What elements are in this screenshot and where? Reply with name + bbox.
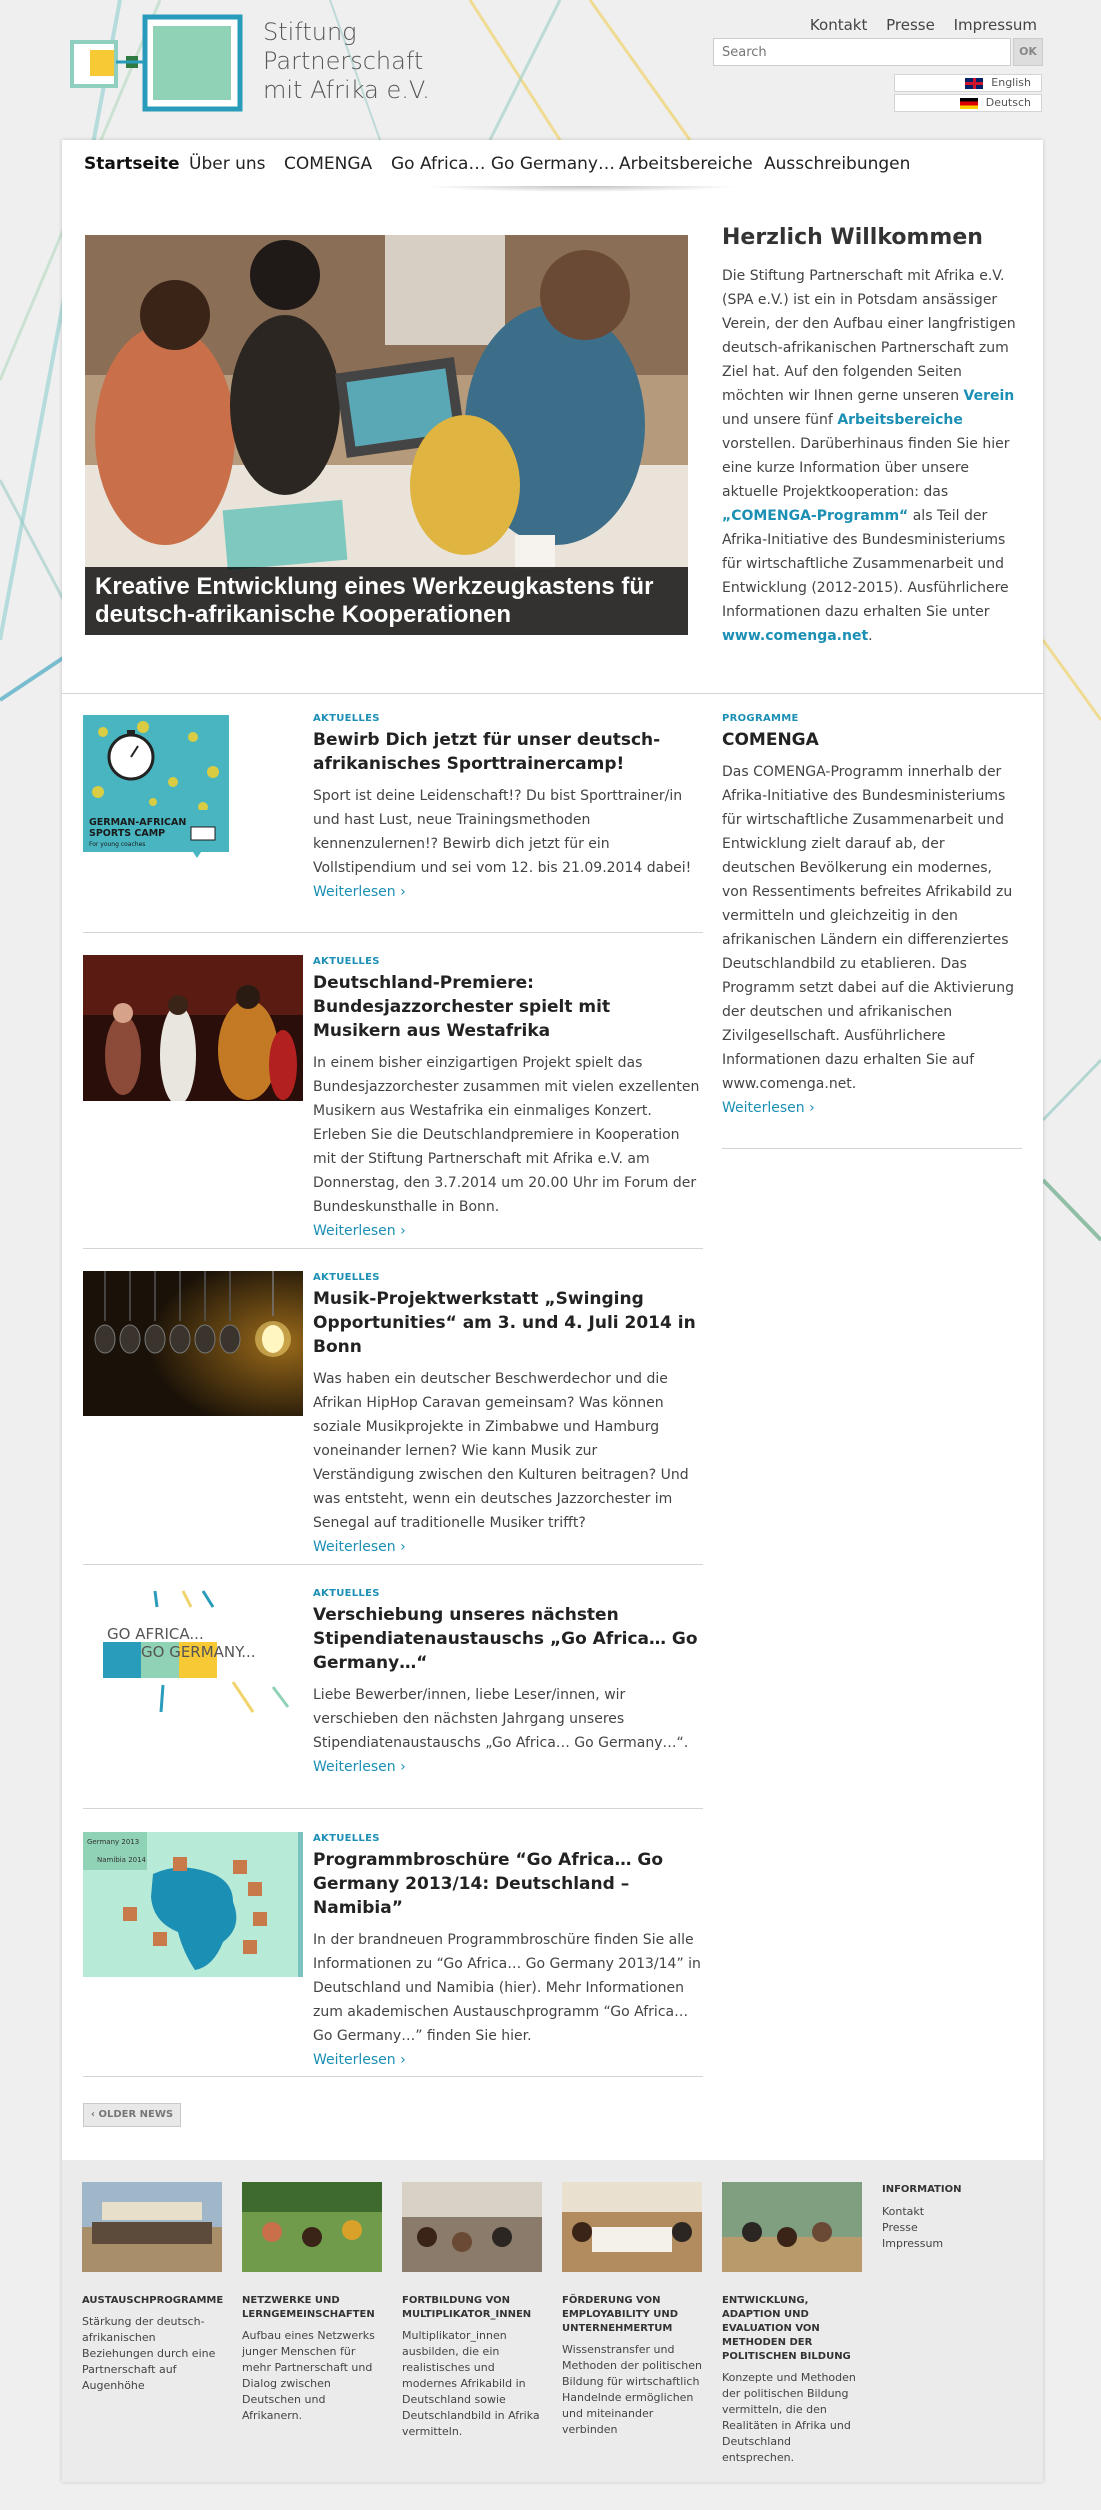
news-text: In einem bisher einzigartigen Projekt spielt das Bundesjazzorchester zusammen mit vielen exzellenten Musikern aus Westafrika ein einmaliges Konzert. Erleben Sie die Deutschlandpremiere in Kooperation mit der Stiftung Partnerschaft mit Afrika e.V. am Donnerstag, den 3.7.2014 um 20.00 Uhr im Forum der Bundeskunsthalle in Bonn. xyxy=(313,1055,700,1215)
search-ok-button[interactable]: OK xyxy=(1013,38,1043,66)
news-divider xyxy=(83,1564,703,1565)
welcome-text-3: vorstellen. Darüberhinaus finden Sie hier eine kurze Information über unsere aktuelle Projektkooperation: das xyxy=(722,436,1010,500)
news-body xyxy=(313,712,703,904)
news-item xyxy=(83,1832,703,2092)
footer-col-text: Aufbau eines Netzwerks junger Menschen für mehr Partnerschaft und Dialog zwischen Deutschen und Afrikanern. xyxy=(242,2329,375,2422)
news-text: Was haben ein deutscher Beschwerdechor und die Afrikan HipHop Caravan gemeinsam? Was können soziale Musikprojekte in Zimbabwe und Hamburg voneinander lernen? Wie kann Musik zur Verständigung zwischen den Kulturen beitragen? Und was entsteht, wenn ein deutsches Jazzorchester im Senegal auf traditionelle Musiker trifft? xyxy=(313,1371,689,1531)
news-item xyxy=(83,1271,703,1555)
nav-ausschreibungen[interactable]: Ausschreibungen xyxy=(764,154,911,174)
footer-col-methoden[interactable] xyxy=(722,2182,862,2466)
thumb-text-namibia-2014: Namibia 2014 xyxy=(97,1856,147,1864)
welcome-text-2: und unsere fünf xyxy=(722,412,833,428)
news-divider xyxy=(83,1248,703,1249)
news-divider xyxy=(83,2076,703,2077)
news-item xyxy=(83,1587,703,1787)
footer-photo xyxy=(402,2182,542,2272)
language-english[interactable] xyxy=(894,74,1042,92)
thumb-text-go-germany: GO GERMANY... xyxy=(141,1643,256,1661)
sidebar-programme xyxy=(722,712,1022,1120)
read-more-link[interactable]: Weiterlesen › xyxy=(313,1759,406,1775)
nav-go-africa[interactable]: Go Africa… Go Germany… xyxy=(391,154,615,174)
older-news-button[interactable]: ‹ OLDER NEWS xyxy=(83,2103,181,2127)
news-body xyxy=(313,1587,703,1779)
footer-link-impressum[interactable]: Impressum xyxy=(882,2237,944,2250)
news-divider xyxy=(83,932,703,933)
welcome-text-4: als Teil der Afrika-Initiative des Bundesministeriums für wirtschaftliche Zusammenarbeit und Entwicklung (2012-2015). Ausführlichere Informationen dazu erhalten Sie unter xyxy=(722,508,1009,620)
top-link-impressum[interactable]: Impressum xyxy=(953,16,1037,34)
thumb-text-3: For young coaches xyxy=(89,841,146,848)
news-text: Sport ist deine Leidenschaft!? Du bist Sporttrainer/in und hast Lust, neue Trainingsmethoden kennenzulernen!? Bewirb dich jetzt für ein Vollstipendium und sei vom 12. bis 21.09.2014 dabei! xyxy=(313,788,692,876)
read-more-link[interactable]: Weiterlesen › xyxy=(313,1539,406,1555)
footer-info-title: INFORMATION xyxy=(882,2184,962,2195)
logo-icon[interactable] xyxy=(70,14,260,114)
news-title[interactable]: Musik-Projektwerkstatt „Swinging Opportunities“ am 3. und 4. Juli 2014 in Bonn xyxy=(313,1289,696,1357)
footer xyxy=(62,2160,1043,2482)
welcome-text-5: . xyxy=(868,628,873,644)
footer-col-text: Wissenstransfer und Methoden der politischen Bildung für wirtschaftlich Handelnde ermöglichen und miteinander verbinden xyxy=(562,2343,702,2436)
welcome-box xyxy=(722,225,1022,648)
language-deutsch[interactable] xyxy=(894,94,1042,112)
news-body xyxy=(313,955,703,1243)
news-kicker: AKTUELLES xyxy=(313,1272,380,1283)
read-more-link[interactable]: Weiterlesen › xyxy=(313,1223,406,1239)
news-kicker: AKTUELLES xyxy=(313,713,380,724)
sidebar-read-more[interactable]: Weiterlesen › xyxy=(722,1100,815,1116)
top-link-presse[interactable]: Presse xyxy=(886,16,935,34)
top-link-kontakt[interactable]: Kontakt xyxy=(809,16,868,34)
news-item xyxy=(83,712,703,912)
news-kicker: AKTUELLES xyxy=(313,1833,380,1844)
read-more-link[interactable]: Weiterlesen › xyxy=(313,2052,406,2068)
link-verein[interactable]: Verein xyxy=(963,388,1015,404)
news-text: In der brandneuen Programmbroschüre finden Sie alle Informationen zu “Go Africa… Go Germany 2013/14” in Deutschland und Namibia (hier). Mehr Informationen zum akademischen Austauschprogramm “Go Africa… Go Germany…” finden Sie hier. xyxy=(313,1932,701,2044)
footer-col-title: NETZWERKE UND LERNGEMEINSCHAFTEN xyxy=(242,2295,375,2320)
welcome-text xyxy=(722,264,1022,648)
footer-col-title: AUSTAUSCHPROGRAMME xyxy=(82,2295,224,2306)
footer-photo xyxy=(722,2182,862,2272)
nav-arbeitsbereiche[interactable]: Arbeitsbereiche xyxy=(619,154,753,174)
section-divider xyxy=(62,693,1043,694)
sidebar-title[interactable]: COMENGA xyxy=(722,730,819,750)
sidebar-divider xyxy=(722,1148,1022,1149)
top-links xyxy=(796,16,1037,34)
news-kicker: AKTUELLES xyxy=(313,956,380,967)
footer-col-austausch[interactable] xyxy=(82,2182,222,2394)
footer-photo xyxy=(242,2182,382,2272)
hero-slider[interactable] xyxy=(85,235,688,635)
nav-startseite[interactable]: Startseite xyxy=(84,154,180,174)
footer-col-fortbildung[interactable] xyxy=(402,2182,542,2440)
main-nav xyxy=(62,140,1043,192)
brand-line-1: Stiftung xyxy=(263,18,357,46)
footer-information xyxy=(882,2182,961,2252)
uk-flag-icon xyxy=(965,78,983,89)
brand-line-3: mit Afrika e.V. xyxy=(263,76,430,104)
footer-link-presse[interactable]: Presse xyxy=(882,2221,918,2234)
thumb-text-germany-2013: Germany 2013 xyxy=(87,1838,140,1846)
news-title[interactable]: Programmbroschüre “Go Africa… Go Germany 2013/14: Deutschland – Namibia” xyxy=(313,1850,664,1918)
news-body xyxy=(313,1832,703,2072)
thumb-text-go-africa: GO AFRICA... xyxy=(107,1625,204,1643)
link-comenga-programm[interactable]: „COMENGA-Programm“ xyxy=(722,508,909,524)
footer-link-kontakt[interactable]: Kontakt xyxy=(882,2205,925,2218)
sidebar-kicker: PROGRAMME xyxy=(722,713,799,724)
footer-col-text: Multiplikator_innen ausbilden, die ein realistisches und modernes Afrikabild in Deutschland sowie Deutschlandbild in Afrika vermitteln. xyxy=(402,2329,540,2438)
thumb-text-2: SPORTS CAMP xyxy=(89,828,166,839)
hero-caption[interactable]: Kreative Entwicklung eines Werkzeugkastens für deutsch-afrikanische Kooperationen xyxy=(85,567,688,635)
search-form xyxy=(713,38,1043,66)
footer-col-employability[interactable] xyxy=(562,2182,702,2438)
news-divider xyxy=(83,1808,703,1809)
footer-col-title: FÖRDERUNG VON EMPLOYABILITY UND UNTERNEHMERTUM xyxy=(562,2295,679,2334)
welcome-text-1: Die Stiftung Partnerschaft mit Afrika e.V. (SPA e.V.) ist ein in Potsdam ansässiger Verein, der den Aufbau einer langfristigen deutsch-afrikanischen Partnerschaft zum Ziel hat. Auf den folgenden Seiten möchten wir Ihnen gerne unseren xyxy=(722,268,1016,404)
news-title[interactable]: Bewirb Dich jetzt für unser deutsch-afrikanisches Sporttrainercamp! xyxy=(313,730,661,774)
nav-shadow xyxy=(422,186,742,192)
footer-col-title: FORTBILDUNG VON MULTIPLIKATOR_INNEN xyxy=(402,2295,532,2320)
language-english-label: English xyxy=(991,76,1031,89)
sidebar-text: Das COMENGA-Programm innerhalb der Afrika-Initiative des Bundesministeriums für wirtschaftliche Zusammenarbeit und Entwicklung zielt darauf ab, der deutschen Bevölkerung ein modernes, von Ressentiments befreites Afrikabild zu vermitteln und gleichzeitig in den afrikanischen Ländern ein differenziertes Deutschlandbild zu etablieren. Das Programm setzt dabei auf die Aktivierung der deutschen und afrikanischen Zivilgesellschaft. Ausführlichere Informationen dazu erhalten Sie auf www.comenga.net. xyxy=(722,764,1015,1092)
news-kicker: AKTUELLES xyxy=(313,1588,380,1599)
nav-comenga[interactable]: COMENGA xyxy=(284,154,373,174)
news-thumb-bulbs[interactable] xyxy=(83,1271,303,1416)
news-thumb-go-africa[interactable] xyxy=(83,1587,303,1732)
nav-ueber-uns[interactable]: Über uns xyxy=(189,154,266,174)
link-comenga-net[interactable]: www.comenga.net xyxy=(722,628,869,644)
site-header xyxy=(0,0,1101,140)
news-text: Liebe Bewerber/innen, liebe Leser/innen, wir verschieben den nächsten Jahrgang unseres Stipendiatenaustauschs „Go Africa… Go Germany…“. xyxy=(313,1687,689,1751)
news-thumb-brochure[interactable] xyxy=(83,1832,303,1977)
news-thumb-sportscamp[interactable] xyxy=(83,712,229,858)
news-thumb-jazz[interactable] xyxy=(83,955,303,1101)
footer-col-text: Stärkung der deutsch-afrikanischen Beziehungen durch eine Partnerschaft auf Augenhöhe xyxy=(82,2315,216,2392)
link-arbeitsbereiche[interactable]: Arbeitsbereiche xyxy=(837,412,963,428)
footer-col-text: Konzepte und Methoden der politischen Bildung vermitteln, die den Realitäten in Afrika und Deutschland entsprechen. xyxy=(722,2371,856,2464)
news-body xyxy=(313,1271,703,1559)
brand-name xyxy=(263,18,430,105)
read-more-link[interactable]: Weiterlesen › xyxy=(313,884,406,900)
welcome-title: Herzlich Willkommen xyxy=(722,225,983,250)
news-title[interactable]: Verschiebung unseres nächsten Stipendiatenaustauschs „Go Africa… Go Germany…“ xyxy=(313,1605,698,1673)
search-input[interactable] xyxy=(713,38,1011,66)
footer-photo xyxy=(82,2182,222,2272)
german-flag-icon xyxy=(960,98,978,109)
brand-line-2: Partnerschaft xyxy=(263,47,424,75)
thumb-text-1: GERMAN-AFRICAN xyxy=(89,817,187,828)
footer-col-netzwerke[interactable] xyxy=(242,2182,382,2424)
footer-photo xyxy=(562,2182,702,2272)
language-deutsch-label: Deutsch xyxy=(985,96,1031,109)
news-item xyxy=(83,955,703,1239)
footer-col-title: ENTWICKLUNG, ADAPTION UND EVALUATION VON METHODEN DER POLITISCHEN BILDUNG xyxy=(722,2295,851,2362)
news-title[interactable]: Deutschland-Premiere: Bundesjazzorchester spielt mit Musikern aus Westafrika xyxy=(313,973,611,1041)
